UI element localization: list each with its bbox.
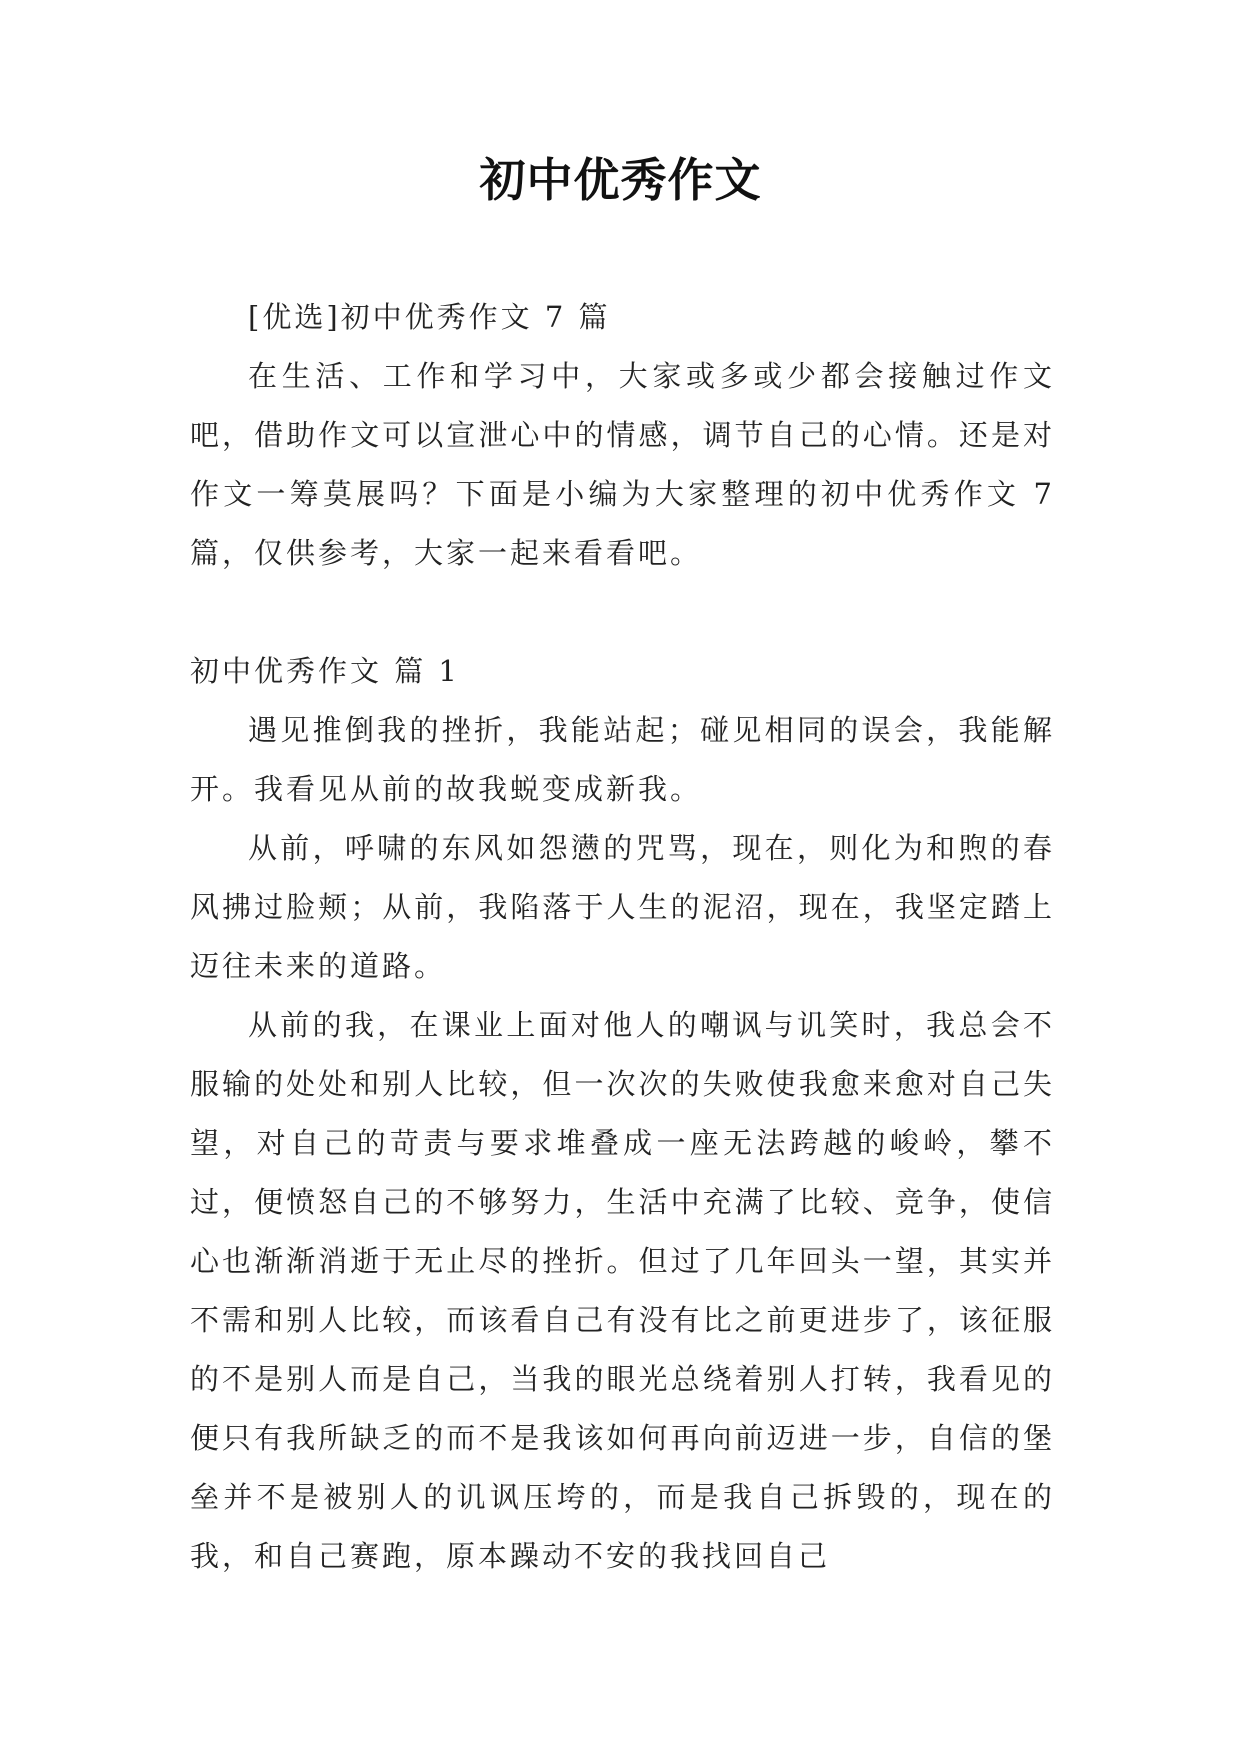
document-title: 初中优秀作文 (479, 153, 762, 207)
intro-line: [优选]初中优秀作文 7 篇 (248, 300, 611, 334)
section-paragraph-2: 从前，呼啸的东风如怨懑的咒骂，现在，则化为和煦的春风拂过脸颊；从前，我陷落于人生的泥沼，现在，我坚定踏上迈往未来的道路。 (190, 831, 1055, 983)
intro-paragraph: 在生活、工作和学习中，大家或多或少都会接触过作文吧，借助作文可以宣泄心中的情感，调节自己的心情。还是对作文一筹莫展吗？下面是小编为大家整理的初中优秀作文 7 篇，仅供参考，大家一起来看看吧。 (190, 359, 1055, 570)
section-paragraph-1: 遇见推倒我的挫折，我能站起；碰见相同的误会，我能解开。我看见从前的故我蜕变成新我。 (190, 713, 1055, 806)
document-body (190, 288, 1055, 1586)
section-paragraph-3: 从前的我，在课业上面对他人的嘲讽与讥笑时，我总会不服输的处处和别人比较，但一次次的失败使我愈来愈对自己失望，对自己的苛责与要求堆叠成一座无法跨越的峻岭，攀不过，便愤怒自己的不够努力，生活中充满了比较、竞争，使信心也渐渐消逝于无止尽的挫折。但过了几年回头一望，其实并不需和别人比较，而该看自己有没有比之前更进步了，该征服的不是别人而是自己，当我的眼光总绕着别人打转，我看见的便只有我所缺乏的而不是我该如何再向前迈进一步，自信的堡垒并不是被别人的讥讽压垮的，而是我自己拆毁的，现在的我，和自己赛跑，原本躁动不安的我找回自己 (190, 1008, 1055, 1573)
section-heading: 初中优秀作文 篇 1 (190, 654, 460, 688)
